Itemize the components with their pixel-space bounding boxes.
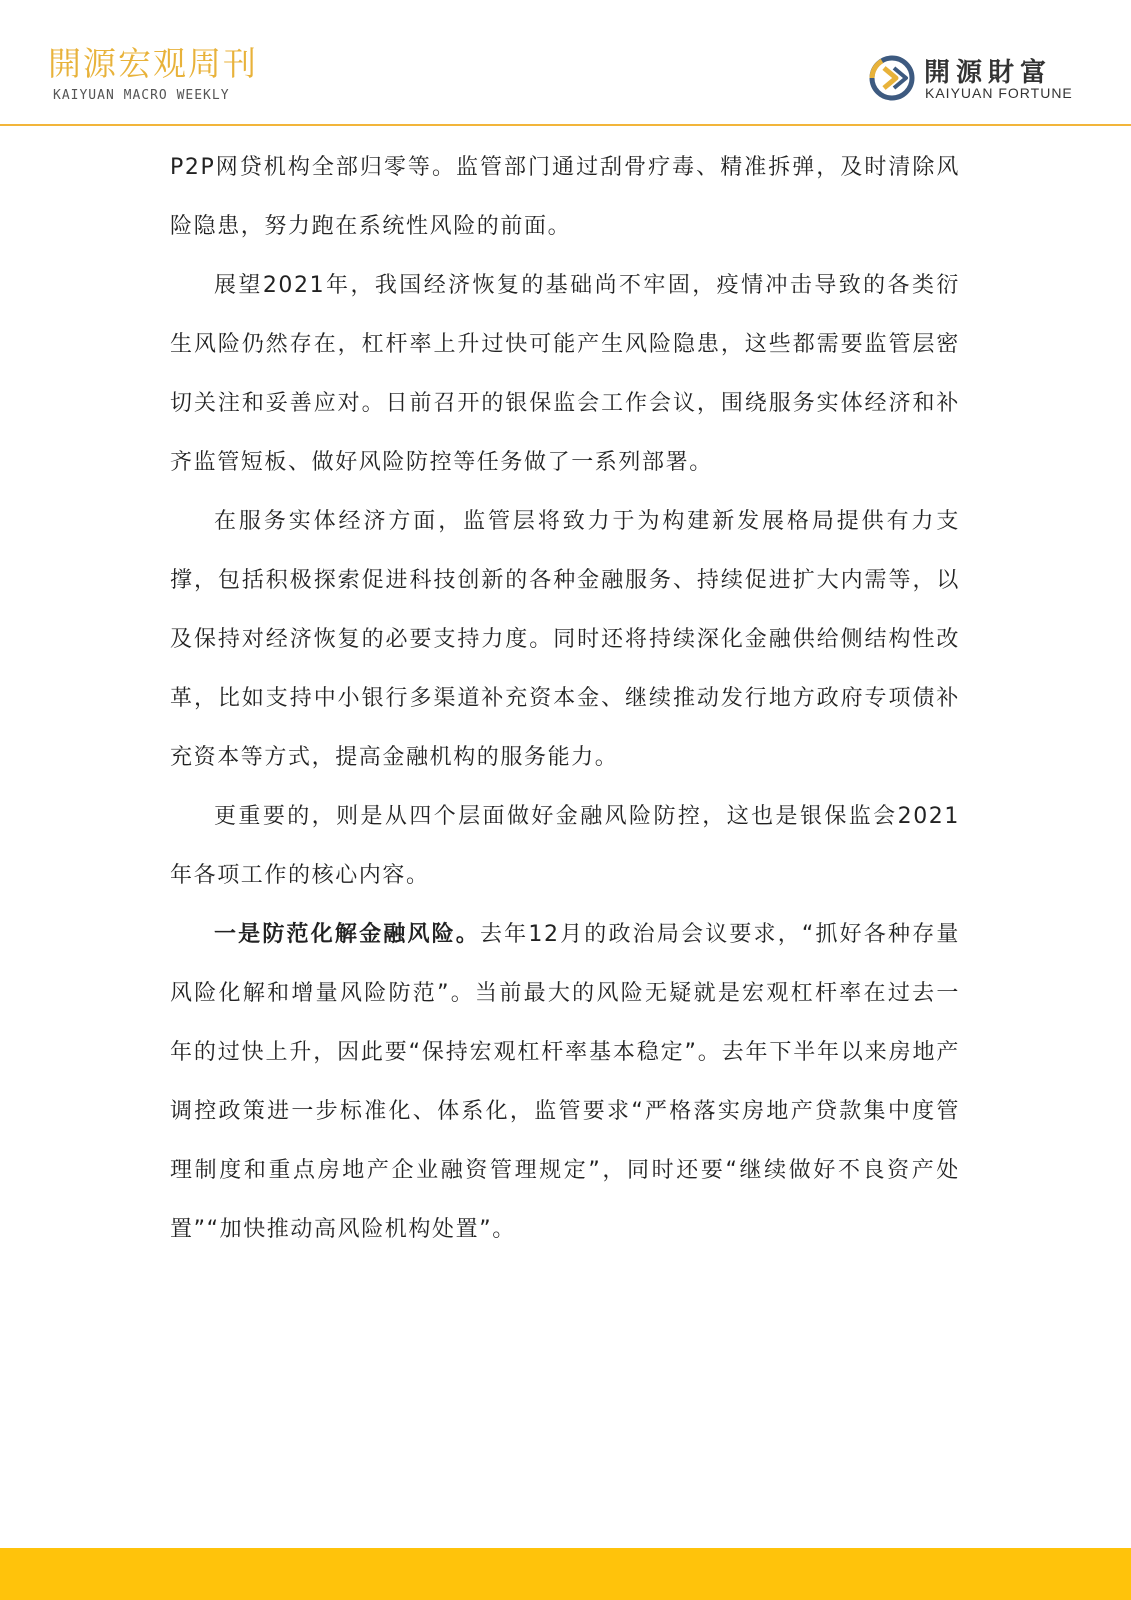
company-logo xyxy=(868,52,1088,106)
publication-subtitle: KAIYUAN MACRO WEEKLY xyxy=(53,88,230,103)
paragraph-5-text: 去年12月的政治局会议要求，“抓好各种存量风险化解和增量风险防范”。当前最大的风险无疑就是宏观杠杆率在过去一年的过快上升，因此要“保持宏观杠杆率基本稳定”。去年下半年以来房地产调控政策进一步标准化、体系化，监管要求“严格落实房地产贷款集中度管理制度和重点房地产企业融资管理规定”，同时还要“继续做好不良资产处置”“加快推动高风险机构处置”。 xyxy=(170,922,960,1242)
kaiyuan-logo-icon xyxy=(868,54,916,102)
paragraph-1: P2P网贷机构全部归零等。监管部门通过刮骨疗毒、精准拆弹，及时清除风险隐患，努力跑在系统性风险的前面。 xyxy=(170,155,960,239)
paragraph-4: 更重要的，则是从四个层面做好金融风险防控，这也是银保监会2021年各项工作的核心内容。 xyxy=(170,804,960,888)
logo-name-cn: 開源財富 xyxy=(924,58,1053,88)
publication-title: 開源宏观周刊 xyxy=(48,44,258,83)
paragraph-5-heading: 一是防范化解金融风险。 xyxy=(214,922,480,947)
footer-bar xyxy=(0,1548,1131,1600)
paragraph-2: 展望2021年，我国经济恢复的基础尚不牢固，疫情冲击导致的各类衍生风险仍然存在，杠杆率上升过快可能产生风险隐患，这些都需要监管层密切关注和妥善应对。日前召开的银保监会工作会议，围绕服务实体经济和补齐监管短板、做好风险防控等任务做了一系列部署。 xyxy=(170,273,960,475)
article-body xyxy=(170,138,960,1259)
page-header xyxy=(0,0,1131,126)
header-divider xyxy=(0,124,1131,126)
paragraph-3: 在服务实体经济方面，监管层将致力于为构建新发展格局提供有力支撑，包括积极探索促进科技创新的各种金融服务、持续促进扩大内需等，以及保持对经济恢复的必要支持力度。同时还将持续深化金融供给侧结构性改革，比如支持中小银行多渠道补充资本金、继续推动发行地方政府专项债补充资本等方式，提高金融机构的服务能力。 xyxy=(170,509,960,770)
logo-name-en: KAIYUAN FORTUNE xyxy=(925,85,1073,101)
paragraph-5 xyxy=(170,905,960,1259)
